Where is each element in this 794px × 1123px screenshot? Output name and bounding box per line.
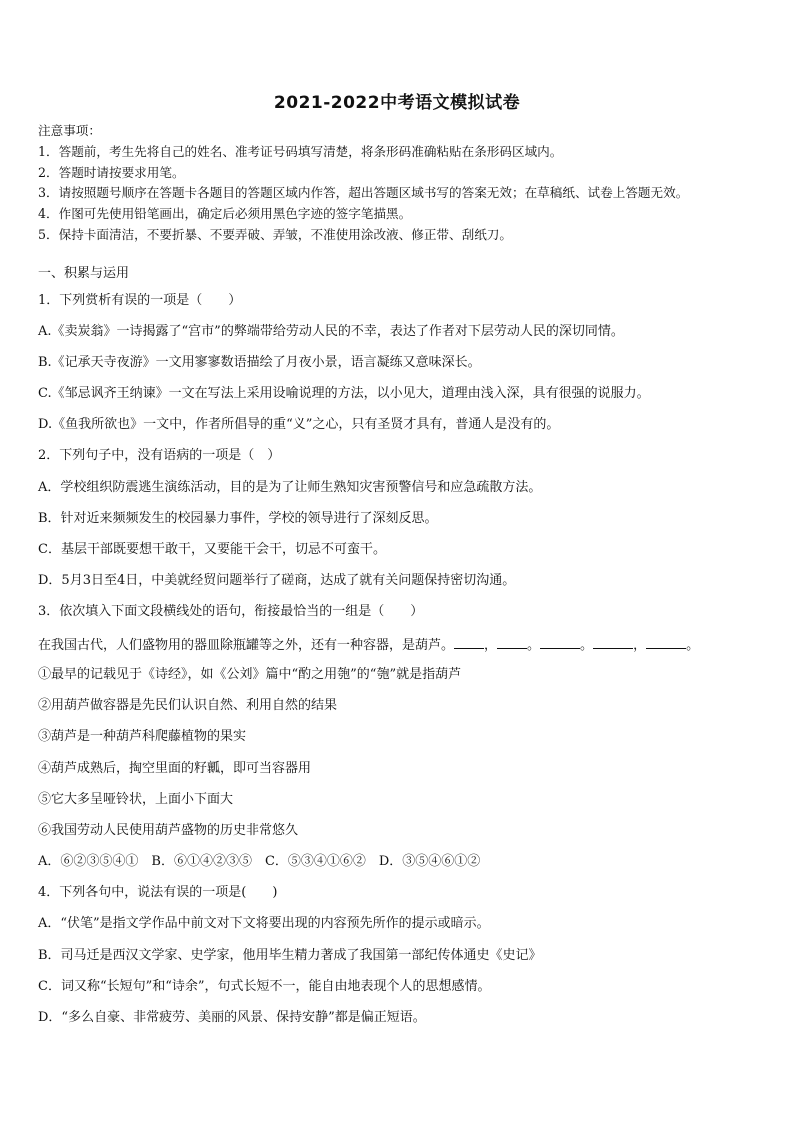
answer-choices: A．⑥②③⑤④① B．⑥①④②③⑤ C．⑤③④①⑥② D．③⑤④⑥①②	[38, 854, 481, 869]
sentence-item: ②用葫芦做容器是先民们认识自然、利用自然的结果	[38, 698, 338, 713]
option-b: B.《记承天寺夜游》一文用寥寥数语描绘了月夜小景，语言凝练又意味深长。	[38, 355, 481, 370]
section-heading: 一、积累与运用	[38, 266, 130, 281]
passage-line	[38, 636, 699, 654]
option-b: B．司马迁是西汉文学家、史学家，他用毕生精力著成了我国第一部纪传体通史《史记》	[38, 948, 542, 963]
answer-blank	[646, 636, 686, 649]
option-a: A.《卖炭翁》一诗揭露了“宫市”的弊端带给劳动人民的不幸，表达了作者对下层劳动人民的深切同情。	[38, 324, 624, 339]
option-c: C．基层干部既要想干敢干，又要能干会干，切忌不可蛮干。	[38, 542, 386, 557]
option-c: C.《邹忌讽齐王纳谏》一文在写法上采用设喻说理的方法，以小见大，道理由浅入深，具有很强的说服力。	[38, 386, 650, 401]
sentence-item: ⑥我国劳动人民使用葫芦盛物的历史非常悠久	[38, 823, 299, 838]
answer-blank	[497, 636, 527, 649]
option-c: C．词又称“长短句”和“诗余”，句式长短不一，能自由地表现个人的思想感情。	[38, 979, 491, 994]
notice-item: 1．答题前，考生先将自己的姓名、准考证号码填写清楚，将条形码准确粘贴在条形码区域内。	[38, 144, 563, 159]
sentence-item: ⑤它大多呈哑铃状，上面小下面大	[38, 792, 234, 807]
option-a: A．学校组织防震逃生演练活动，目的是为了让师生熟知灾害预警信号和应急疏散方法。	[38, 480, 542, 495]
page-title: 2021-2022中考语文模拟试卷	[273, 93, 521, 113]
sentence-item: ④葫芦成熟后，掏空里面的籽瓤，即可当容器用	[38, 761, 312, 776]
question-stem: 1．下列赏析有误的一项是（ ）	[38, 293, 242, 308]
option-d: D．“多么自豪、非常疲劳、美丽的风景、保持安静”都是偏正短语。	[38, 1010, 426, 1025]
option-a: A．“伏笔”是指文学作品中前文对下文将要出现的内容预先所作的提示或暗示。	[38, 916, 490, 931]
notice-item: 2．答题时请按要求用笔。	[38, 165, 185, 180]
blank-separator: 。	[686, 638, 700, 653]
notice-item: 4．作图可先使用铅笔画出，确定后必须用黑色字迹的签字笔描黑。	[38, 206, 412, 221]
answer-blank	[454, 636, 484, 649]
option-b: B．针对近来频频发生的校园暴力事件，学校的领导进行了深刻反思。	[38, 511, 438, 526]
sentence-item: ①最早的记载见于《诗经》，如《公刘》篇中“酌之用匏”的“匏”就是指葫芦	[38, 667, 462, 682]
notice-heading: 注意事项：	[38, 123, 101, 138]
question-stem: 2．下列句子中，没有语病的一项是（ ）	[38, 448, 281, 463]
passage-lead: 在我国古代，人们盛物用的器皿除瓶罐等之外，还有一种容器，是葫芦。	[38, 638, 455, 653]
blank-separator: 。	[527, 638, 541, 653]
sentence-item: ③葫芦是一种葫芦科爬藤植物的果实	[38, 729, 247, 744]
question-stem: 4．下列各句中，说法有误的一项是( )	[38, 885, 278, 900]
answer-blank	[540, 636, 580, 649]
answer-blank	[593, 636, 633, 649]
blank-separator: ，	[484, 638, 498, 653]
option-d: D.《鱼我所欲也》一文中，作者所倡导的重“义”之心，只有圣贤才具有，普通人是没有的。	[38, 417, 560, 432]
blank-separator: 。	[580, 638, 594, 653]
blank-separator: ，	[633, 638, 647, 653]
notice-item: 5．保持卡面清洁，不要折暴、不要弄破、弄皱，不准使用涂改液、修正带、刮纸刀。	[38, 227, 512, 242]
question-stem: 3．依次填入下面文段横线处的语句，衔接最恰当的一组是（ ）	[38, 604, 424, 619]
option-d: D．5月3日至4日，中美就经贸问题举行了磋商，达成了就有关问题保持密切沟通。	[38, 573, 516, 588]
notice-item: 3．请按照题号顺序在答题卡各题目的答题区域内作答，超出答题区域书写的答案无效；在草稿纸、试卷上答题无效。	[38, 185, 689, 200]
